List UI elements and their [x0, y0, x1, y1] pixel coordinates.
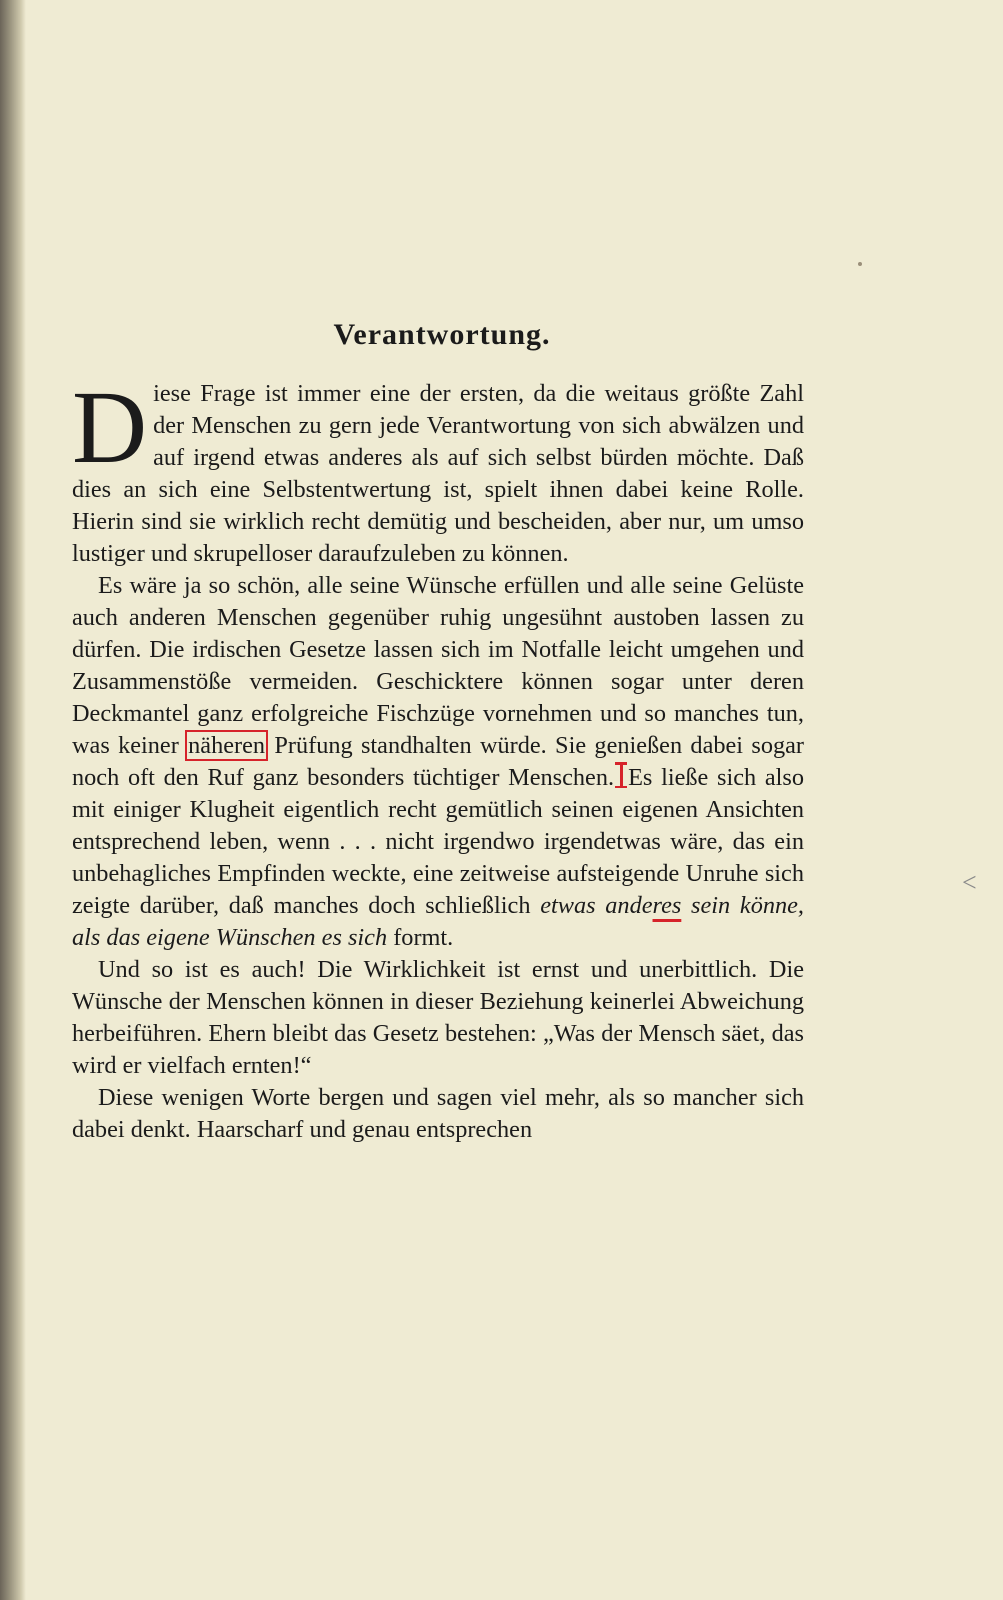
drop-cap: D	[72, 370, 148, 485]
italic-text-b: sein könne, als das eigene Wünschen es sich	[72, 892, 804, 951]
paragraph-2-text-c: Es ließe sich also mit einiger Klugheit eigentlich recht gemütlich seinen eigenen Ansichten entsprechend leben, wenn . . . nicht irgendwo irgendetwas wäre, das ein unbehagliches Empfinden weckte, eine zeitweise aufsteigende Unruhe sich zeigte darüber, daß manches doch schließlich	[72, 764, 804, 919]
text-cursor-icon	[615, 762, 627, 788]
paragraph-2-ending: formt.	[393, 924, 454, 951]
paper-speck	[858, 262, 862, 266]
paragraph-3: Und so ist es auch! Die Wirklichkeit ist ernst und unerbittlich. Die Wünsche der Menschen können in dieser Beziehung keinerlei Abweichung herbeiführen. Ehern bleibt das Gesetz bestehen: „Was der Mensch säet, das wird er vielfach ernten!“	[72, 956, 804, 1079]
underlined-word[interactable]: res	[652, 892, 682, 919]
paragraph-2-text-a: Es wäre ja so schön, alle seine Wünsche erfüllen und alle seine Gelüste auch anderen Menschen gegenüber ruhig ungesühnt austoben lassen zu dürfen. Die irdischen Gesetze lassen sich im Notfalle leicht umgehen und Zusammenstöße vermeiden. Geschicktere können sogar unter deren Deckmantel ganz erfolgreiche Fischzüge vornehmen und so manches tun, was keiner	[72, 572, 804, 759]
paragraph-1	[72, 370, 804, 570]
page-title: Verantwortung.	[333, 318, 551, 351]
paragraph-1-text: iese Frage ist immer eine der ersten, da die weitaus größte Zahl der Menschen zu gern jede Verantwortung von sich abwälzen und auf irgend etwas anderes als auf sich selbst bürden möchte. Daß dies an sich eine Selbstentwertung ist, spielt ihnen dabei keine Rolle. Hierin sind sie wirklich recht demütig und bescheiden, aber nur, um umso lustiger und skrupelloser daraufzuleben zu können.	[72, 380, 804, 567]
highlighted-word-box[interactable]: näheren	[188, 732, 266, 759]
book-page	[72, 318, 804, 1146]
book-spine-shadow	[0, 0, 26, 1600]
italic-text-a: etwas ande	[540, 892, 653, 919]
paragraph-2-text-b: Prüfung standhalten würde. Sie genießen dabei sogar noch oft den Ruf ganz besonders tüchtiger Menschen.	[72, 732, 804, 791]
paragraph-2	[72, 570, 804, 954]
margin-mark: <	[962, 868, 977, 897]
paragraph-4: Diese wenigen Worte bergen und sagen viel mehr, als so mancher sich dabei denkt. Haarscharf und genau entsprechen	[72, 1084, 804, 1143]
